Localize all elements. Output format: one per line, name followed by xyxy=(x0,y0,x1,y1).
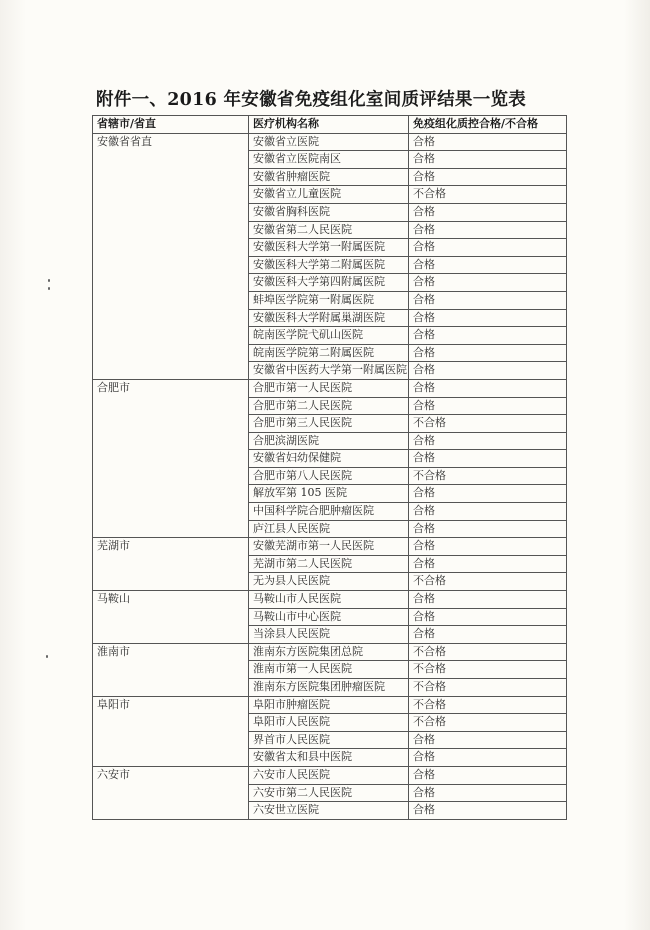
result-cell: 合格 xyxy=(409,749,567,767)
region-cell: 马鞍山 xyxy=(93,591,249,644)
institution-cell: 合肥市第八人民医院 xyxy=(249,467,409,485)
institution-cell: 安徽省立医院南区 xyxy=(249,151,409,169)
region-cell: 合肥市 xyxy=(93,379,249,537)
result-cell: 合格 xyxy=(409,221,567,239)
result-cell: 合格 xyxy=(409,379,567,397)
result-cell: 合格 xyxy=(409,203,567,221)
institution-cell: 安徽省立医院 xyxy=(249,133,409,151)
result-cell: 合格 xyxy=(409,151,567,169)
institution-cell: 庐江县人民医院 xyxy=(249,520,409,538)
institution-cell: 安徽医科大学第一附属医院 xyxy=(249,239,409,257)
table-row xyxy=(93,643,567,661)
scan-speck xyxy=(48,279,50,282)
institution-cell: 安徽医科大学第二附属医院 xyxy=(249,256,409,274)
header-institution: 医疗机构名称 xyxy=(249,116,409,134)
institution-cell: 安徽省立儿童医院 xyxy=(249,186,409,204)
region-cell: 芜湖市 xyxy=(93,538,249,591)
result-cell: 合格 xyxy=(409,626,567,644)
table-header-row xyxy=(93,116,567,134)
results-table xyxy=(92,115,567,820)
region-cell: 六安市 xyxy=(93,766,249,819)
result-cell: 合格 xyxy=(409,327,567,345)
result-cell: 合格 xyxy=(409,538,567,556)
result-cell: 不合格 xyxy=(409,467,567,485)
result-cell: 合格 xyxy=(409,133,567,151)
institution-cell: 安徽省太和县中医院 xyxy=(249,749,409,767)
institution-cell: 安徽芜湖市第一人民医院 xyxy=(249,538,409,556)
institution-cell: 安徽医科大学第四附属医院 xyxy=(249,274,409,292)
institution-cell: 马鞍山市中心医院 xyxy=(249,608,409,626)
institution-cell: 合肥市第三人民医院 xyxy=(249,415,409,433)
result-cell: 合格 xyxy=(409,591,567,609)
institution-cell: 合肥市第二人民医院 xyxy=(249,397,409,415)
result-cell: 合格 xyxy=(409,608,567,626)
result-cell: 不合格 xyxy=(409,696,567,714)
result-cell: 合格 xyxy=(409,397,567,415)
region-cell: 阜阳市 xyxy=(93,696,249,766)
result-cell: 不合格 xyxy=(409,679,567,697)
institution-cell: 安徽省中医药大学第一附属医院 xyxy=(249,362,409,380)
institution-cell: 六安世立医院 xyxy=(249,802,409,820)
result-cell: 不合格 xyxy=(409,714,567,732)
institution-cell: 无为县人民医院 xyxy=(249,573,409,591)
institution-cell: 六安市第二人民医院 xyxy=(249,784,409,802)
institution-cell: 淮南东方医院集团总院 xyxy=(249,643,409,661)
result-cell: 合格 xyxy=(409,309,567,327)
result-cell: 不合格 xyxy=(409,186,567,204)
result-cell: 合格 xyxy=(409,274,567,292)
result-cell: 合格 xyxy=(409,450,567,468)
institution-cell: 界首市人民医院 xyxy=(249,731,409,749)
institution-cell: 安徽省肿瘤医院 xyxy=(249,168,409,186)
institution-cell: 淮南市第一人民医院 xyxy=(249,661,409,679)
institution-cell: 安徽省胸科医院 xyxy=(249,203,409,221)
result-cell: 合格 xyxy=(409,344,567,362)
institution-cell: 合肥市第一人民医院 xyxy=(249,379,409,397)
header-region: 省辖市/省直 xyxy=(93,116,249,134)
institution-cell: 芜湖市第二人民医院 xyxy=(249,555,409,573)
region-cell: 安徽省省直 xyxy=(93,133,249,379)
institution-cell: 阜阳市人民医院 xyxy=(249,714,409,732)
result-cell: 合格 xyxy=(409,731,567,749)
institution-cell: 皖南医学院第二附属医院 xyxy=(249,344,409,362)
region-cell: 淮南市 xyxy=(93,643,249,696)
institution-cell: 蚌埠医学院第一附属医院 xyxy=(249,291,409,309)
result-cell: 合格 xyxy=(409,291,567,309)
institution-cell: 皖南医学院弋矶山医院 xyxy=(249,327,409,345)
result-cell: 合格 xyxy=(409,520,567,538)
result-cell: 合格 xyxy=(409,168,567,186)
table-row xyxy=(93,379,567,397)
table-row xyxy=(93,766,567,784)
result-cell: 合格 xyxy=(409,256,567,274)
institution-cell: 合肥滨湖医院 xyxy=(249,432,409,450)
result-cell: 合格 xyxy=(409,766,567,784)
institution-cell: 安徽省妇幼保健院 xyxy=(249,450,409,468)
table-row xyxy=(93,591,567,609)
result-cell: 合格 xyxy=(409,362,567,380)
scan-speck xyxy=(46,655,48,658)
institution-cell: 马鞍山市人民医院 xyxy=(249,591,409,609)
header-result: 免疫组化质控合格/不合格 xyxy=(409,116,567,134)
result-cell: 不合格 xyxy=(409,661,567,679)
institution-cell: 解放军第 105 医院 xyxy=(249,485,409,503)
institution-cell: 阜阳市肿瘤医院 xyxy=(249,696,409,714)
result-cell: 合格 xyxy=(409,239,567,257)
result-cell: 合格 xyxy=(409,432,567,450)
table-row xyxy=(93,538,567,556)
document-title: 附件一、2016 年安徽省免疫组化室间质评结果一览表 xyxy=(96,90,527,110)
result-cell: 合格 xyxy=(409,503,567,521)
scan-speck xyxy=(48,287,50,290)
institution-cell: 淮南东方医院集团肿瘤医院 xyxy=(249,679,409,697)
institution-cell: 中国科学院合肥肿瘤医院 xyxy=(249,503,409,521)
institution-cell: 安徽医科大学附属巢湖医院 xyxy=(249,309,409,327)
institution-cell: 安徽省第二人民医院 xyxy=(249,221,409,239)
table-row xyxy=(93,133,567,151)
table-row xyxy=(93,696,567,714)
result-cell: 不合格 xyxy=(409,643,567,661)
result-cell: 合格 xyxy=(409,485,567,503)
result-cell: 合格 xyxy=(409,784,567,802)
result-cell: 合格 xyxy=(409,802,567,820)
result-cell: 不合格 xyxy=(409,415,567,433)
table-body xyxy=(93,133,567,819)
result-cell: 不合格 xyxy=(409,573,567,591)
result-cell: 合格 xyxy=(409,555,567,573)
institution-cell: 当涂县人民医院 xyxy=(249,626,409,644)
institution-cell: 六安市人民医院 xyxy=(249,766,409,784)
